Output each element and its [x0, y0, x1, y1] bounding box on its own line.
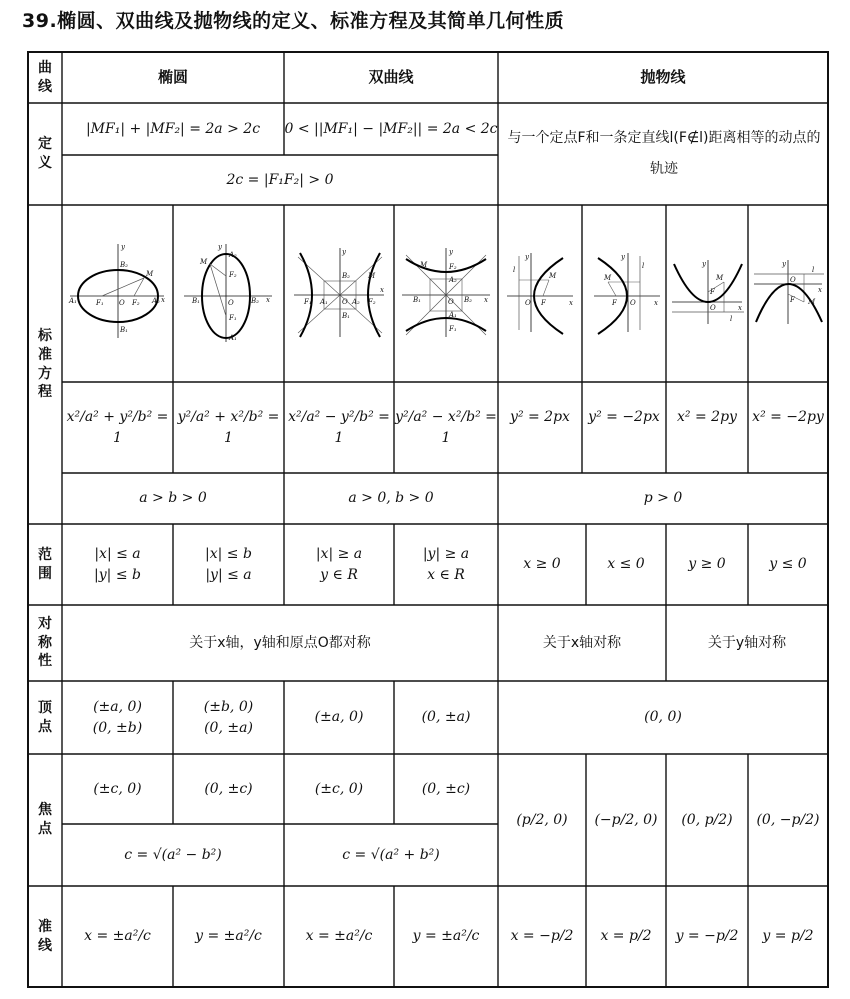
hyperbola-x-sketch [292, 245, 388, 340]
focal-relation-hyperbola: c = √(a² + b²) [342, 846, 440, 863]
hyperbola-x-label-x: x [380, 286, 384, 294]
ellipse-x-sketch [68, 240, 168, 340]
label-directrix: 准 线 [38, 918, 52, 954]
parabola-right-label-m: M [549, 272, 557, 280]
definition-parabola: 与一个定点F和一条定直线l(F∉l)距离相等的动点的轨迹 [507, 130, 821, 177]
hyperbola-y-label-b1: B₁ [413, 296, 421, 304]
focus-parabola-right: (p/2, 0) [516, 811, 568, 828]
hyperbola-y-label-y: y [449, 248, 453, 256]
hyperbola-y-label-f2: F₂ [449, 263, 457, 271]
hyperbola-y-label-a1: A₁ [449, 311, 457, 319]
definition-focal-distance: 2c = |F₁F₂| > 0 [226, 171, 334, 188]
ellipse-y-label-b1: B₁ [192, 297, 200, 305]
symmetry-parabola-y: 关于y轴对称 [707, 634, 787, 651]
hyperbola-y-label-a2: A₂ [449, 276, 457, 284]
parabola-left-label-y: y [621, 253, 625, 261]
parabola-left-label-m: M [604, 274, 612, 282]
hyperbola-x-label-b2: B₂ [342, 272, 350, 280]
header-corner: 曲 线 [38, 59, 52, 95]
parabola-down-label-y: y [782, 260, 786, 268]
ellipse-y-label-y: y [218, 243, 222, 251]
parabola-down-label-l: l [812, 266, 815, 274]
hyperbola-y-sketch [400, 245, 492, 340]
definition-hyperbola: 0 < ||MF₁| − |MF₂|| = 2a < 2c [284, 120, 498, 137]
parabola-left-label-l: l [642, 262, 645, 270]
focal-relation-ellipse: c = √(a² − b²) [124, 846, 222, 863]
parabola-up-label-y: y [702, 260, 706, 268]
hyperbola-y-label-x: x [484, 296, 488, 304]
focus-parabola-left: (−p/2, 0) [594, 811, 658, 828]
parabola-down-label-o: O [790, 276, 796, 284]
directrix-hyperbola-y: y = ±a²/c [412, 928, 480, 945]
header-ellipse: 椭圆 [157, 67, 188, 86]
label-focus: 焦 点 [38, 802, 52, 837]
ellipse-x-label-y: y [121, 243, 125, 251]
equation-parabola-up: x² = 2py [677, 408, 737, 425]
focus-hyperbola-y: (0, ±c) [421, 780, 471, 797]
ellipse-x-label-x: x [161, 296, 165, 304]
condition-ellipse: a > b > 0 [139, 490, 207, 507]
hyperbola-x-label-o: O [342, 298, 348, 306]
range-parabola-down: y ≤ 0 [769, 556, 807, 573]
parabola-left-sketch [590, 250, 662, 335]
directrix-parabola-down: y = p/2 [762, 928, 814, 945]
hyperbola-x-label-f1: F₁ [304, 298, 312, 306]
header-parabola: 抛物线 [640, 67, 686, 86]
ellipse-y-label-a1: A₁ [229, 334, 237, 342]
equation-ellipse-y: y²/a² + x²/b² = 1 [177, 409, 280, 446]
ellipse-y-label-f2: F₂ [229, 271, 237, 279]
directrix-parabola-left: x = p/2 [600, 928, 652, 945]
ellipse-x-label-b1: B₁ [120, 326, 128, 334]
range-hyperbola-y: |y| ≥ a x ∈ R [422, 546, 470, 583]
equation-parabola-right: y² = 2px [510, 408, 570, 425]
ellipse-y-label-f1: F₁ [229, 314, 237, 322]
label-definition: 定 义 [38, 136, 52, 171]
vertex-hyperbola-x: (±a, 0) [314, 709, 364, 726]
focus-hyperbola-x: (±c, 0) [314, 780, 364, 797]
definition-ellipse: |MF₁| + |MF₂| = 2a > 2c [85, 120, 261, 137]
range-parabola-left: x ≤ 0 [607, 556, 645, 573]
parabola-up-sketch [670, 258, 746, 328]
parabola-up-label-m: M [716, 274, 724, 282]
symmetry-conics: 关于x轴，y轴和原点O都对称 [189, 634, 371, 651]
parabola-down-label-f: F [790, 296, 795, 304]
ellipse-x-label-f2: F₂ [132, 299, 140, 307]
range-parabola-right: x ≥ 0 [523, 556, 561, 573]
parabola-down-label-m: M [808, 298, 816, 306]
range-ellipse-x: |x| ≤ a |y| ≤ b [94, 546, 141, 583]
parabola-up-label-f: F [710, 288, 715, 296]
label-symmetry: 对 称 性 [38, 615, 52, 670]
ellipse-y-label-x: x [266, 296, 270, 304]
parabola-up-label-o: O [710, 304, 716, 312]
ellipse-y-sketch [178, 240, 278, 345]
hyperbola-x-label-m: M [368, 272, 376, 280]
ellipse-x-label-b2: B₂ [120, 261, 128, 269]
label-vertex: 顶 点 [38, 699, 52, 735]
parabola-right-label-f: F [541, 299, 546, 307]
hyperbola-y-label-f1: F₁ [449, 325, 457, 333]
equation-parabola-down: x² = −2py [752, 408, 824, 425]
parabola-right-label-x: x [569, 299, 573, 307]
ellipse-x-label-a1: A₁ [69, 297, 77, 305]
symmetry-parabola-x: 关于x轴对称 [542, 634, 622, 651]
ellipse-y-label-b2: B₂ [251, 297, 259, 305]
parabola-down-sketch [752, 258, 826, 328]
equation-hyperbola-x: x²/a² − y²/b² = 1 [288, 409, 390, 446]
parabola-up-label-x: x [738, 304, 742, 312]
range-ellipse-y: |x| ≤ b |y| ≤ a [205, 546, 252, 583]
equation-parabola-left: y² = −2px [588, 408, 660, 425]
label-range: 范 围 [38, 546, 52, 582]
hyperbola-y-label-b2: B₂ [464, 296, 472, 304]
condition-parabola: p > 0 [643, 490, 683, 507]
vertex-ellipse-x: (±a, 0) (0, ±b) [92, 699, 143, 736]
hyperbola-x-label-a2: A₂ [352, 298, 360, 306]
focus-ellipse-x: (±c, 0) [93, 780, 142, 797]
parabola-right-label-y: y [525, 253, 529, 261]
parabola-right-label-l: l [513, 266, 516, 274]
hyperbola-y-label-m: M [420, 261, 428, 269]
ellipse-y-label-a2: A₂ [229, 251, 237, 259]
vertex-hyperbola-y: (0, ±a) [421, 709, 471, 726]
ellipse-x-label-m: M [146, 270, 154, 278]
range-parabola-up: y ≥ 0 [688, 556, 726, 573]
hyperbola-y-label-o: O [448, 298, 454, 306]
focus-ellipse-y: (0, ±c) [204, 780, 253, 797]
parabola-left-label-f: F [612, 299, 617, 307]
ellipse-x-label-a2: A₂ [152, 297, 160, 305]
hyperbola-x-label-a1: A₁ [320, 298, 328, 306]
equation-ellipse-x: x²/a² + y²/b² = 1 [66, 409, 169, 446]
page-title: 39.椭圆、双曲线及抛物线的定义、标准方程及其简单几何性质 [22, 10, 565, 32]
hyperbola-x-label-y: y [342, 248, 346, 256]
directrix-hyperbola-x: x = ±a²/c [305, 928, 373, 945]
directrix-ellipse-y: y = ±a²/c [195, 928, 262, 945]
hyperbola-x-label-b1: B₁ [342, 312, 350, 320]
ellipse-x-label-o: O [119, 299, 125, 307]
parabola-left-label-x: x [654, 299, 658, 307]
focus-parabola-down: (0, −p/2) [756, 811, 820, 828]
equation-hyperbola-y: y²/a² − x²/b² = 1 [395, 409, 497, 446]
focus-parabola-up: (0, p/2) [681, 811, 733, 828]
vertex-parabola: (0, 0) [644, 709, 682, 726]
parabola-down-label-x: x [818, 286, 822, 294]
range-hyperbola-x: |x| ≥ a y ∈ R [315, 546, 363, 583]
hyperbola-x-label-f2: F₂ [368, 298, 376, 306]
parabola-up-label-l: l [730, 315, 733, 323]
condition-hyperbola: a > 0, b > 0 [348, 490, 434, 507]
parabola-right-label-o: O [525, 299, 531, 307]
label-standard-equation: 标 准 方 程 [38, 327, 52, 401]
directrix-ellipse-x: x = ±a²/c [84, 928, 151, 945]
directrix-parabola-up: y = −p/2 [675, 928, 739, 945]
ellipse-y-label-o: O [228, 299, 234, 307]
directrix-parabola-right: x = −p/2 [510, 928, 574, 945]
vertex-ellipse-y: (±b, 0) (0, ±a) [203, 699, 254, 736]
parabola-left-label-o: O [630, 299, 636, 307]
ellipse-y-label-m: M [200, 258, 208, 266]
header-hyperbola: 双曲线 [368, 67, 414, 86]
parabola-right-sketch [505, 250, 577, 335]
ellipse-x-label-f1: F₁ [96, 299, 104, 307]
